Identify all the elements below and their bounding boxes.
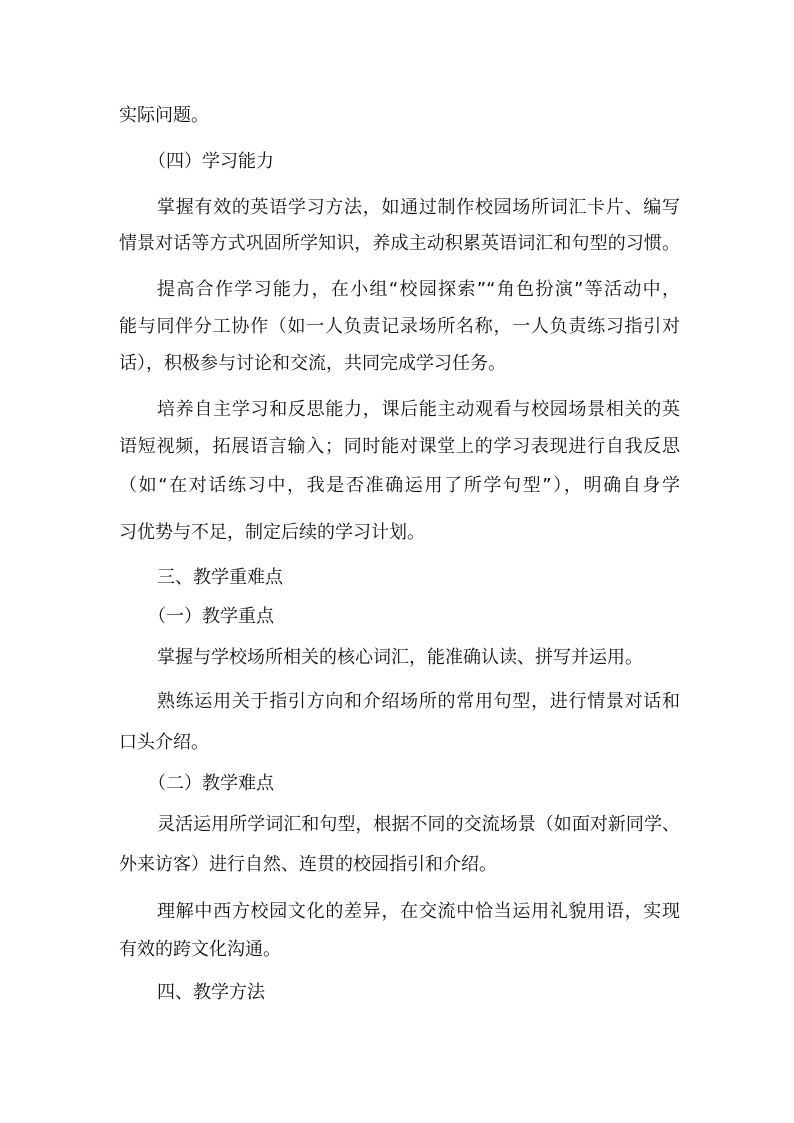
paragraph-line: 掌握与学校场所相关的核心词汇，能准确认读、拼写并运用。	[157, 647, 643, 668]
paragraph-line: 掌握有效的英语学习方法，如通过制作校园场所词汇卡片、编写	[157, 197, 680, 218]
paragraph-line: 有效的跨文化沟通。	[119, 939, 281, 960]
section-heading-learning-ability: （四）学习能力	[148, 151, 274, 172]
paragraph-line: 培养自主学习和反思能力，课后能主动观看与校园场景相关的英	[157, 399, 680, 420]
paragraph-line: 灵活运用所学词汇和句型，根据不同的交流场景（如面对新同学、	[157, 814, 680, 835]
paragraph-line: 语短视频，拓展语言输入；同时能对课堂上的学习表现进行自我反思	[119, 436, 680, 457]
paragraph-line: 习优势与不足，制定后续的学习计划。	[119, 522, 425, 543]
paragraph-line: （如“在对话练习中，我是否准确运用了所学句型”），明确自身学	[119, 475, 680, 496]
paragraph-line: 话），积极参与讨论和交流，共同完成学习任务。	[119, 353, 506, 374]
paragraph-line: 情景对话等方式巩固所学知识，养成主动积累英语词汇和句型的习惯。	[119, 233, 680, 254]
paragraph-line: 口头介绍。	[119, 732, 209, 753]
paragraph-line: 提高合作学习能力，在小组“校园探索”“角色扮演”等活动中，	[157, 279, 680, 300]
paragraph-line: 能与同伴分工协作（如一人负责记录场所名称，一人负责练习指引对	[119, 316, 680, 337]
paragraph-line: 外来访客）进行自然、连贯的校园指引和介绍。	[119, 854, 497, 875]
section-heading-key-difficult-points: 三、教学重难点	[157, 567, 283, 588]
paragraph-line: 熟练运用关于指引方向和介绍场所的常用句型，进行情景对话和	[157, 691, 680, 712]
paragraph-line: 实际问题。	[119, 105, 209, 126]
section-heading-teaching-methods: 四、教学方法	[157, 982, 265, 1003]
section-heading-teaching-difficulty: （二）教学难点	[148, 773, 274, 794]
paragraph-line: 理解中西方校园文化的差异，在交流中恰当运用礼貌用语，实现	[157, 901, 680, 922]
section-heading-teaching-focus: （一）教学重点	[148, 606, 274, 627]
